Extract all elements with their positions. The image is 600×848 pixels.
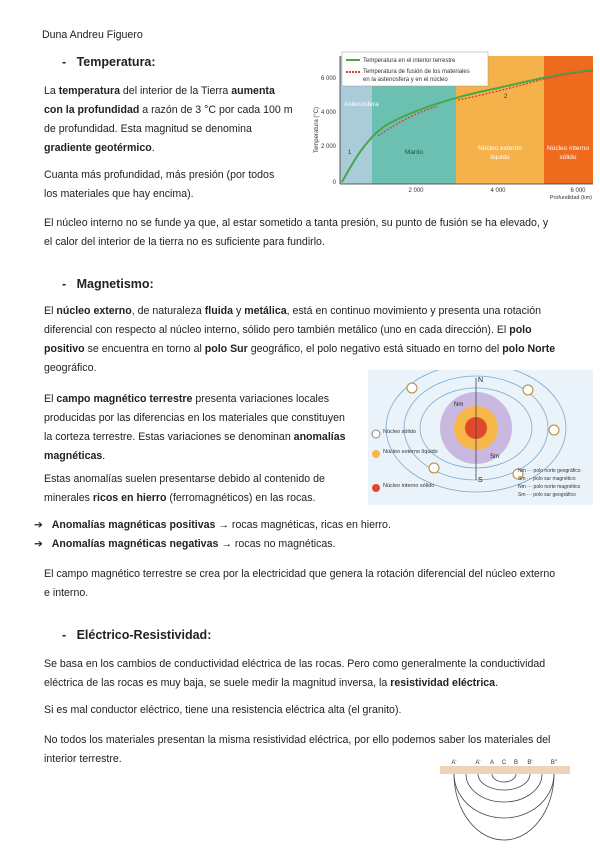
magnetismo-paragraph-3: Estas anomalías suelen presentarse debido al contenido de minerales ricos en hierro (ferromagnéticos) en las rocas. — [44, 473, 325, 504]
temperatura-paragraph-1: La temperatura del interior de la Tierra aumenta con la profundidad a razón de 3 °C por cada 100 m de profundidad. Esta magnitud se denomina gradiente geotérmico. — [44, 85, 293, 154]
compass-icon — [407, 383, 417, 393]
pole-label-n: N — [478, 377, 484, 384]
pole-label-nm: Nm — [454, 402, 464, 408]
legend-label-fusion-1: Temperatura de fusión de los materiales — [363, 69, 470, 75]
electrode-label: A' — [451, 760, 457, 766]
key-line: Sm ··· polo sur geográfico — [518, 492, 576, 498]
temperatura-paragraph-3: El núcleo interno no se funde ya que, al estar sometido a tanta presión, su punto de fusión se ha elevado, y el calor del interior de la tierra no es suficiente para fundirlo. — [44, 217, 549, 248]
zone-label-nucleo-externo: Núcleo externo — [478, 145, 522, 152]
magnetic-anomaly-bullet-positive: ➔ Anomalías magnéticas positivas → rocas magnéticas, ricas en hierro. — [34, 519, 391, 531]
zone-label-liquido: líquido — [490, 154, 510, 161]
electrode-label: A' — [475, 760, 481, 766]
legend-label-interior: Temperatura en el interior terrestre — [363, 58, 456, 64]
temperatura-paragraph-2: Cuanta más profundidad, más presión (por todos los materiales que hay encima). — [44, 169, 275, 200]
zone-label-solido: sólido — [559, 154, 577, 161]
legend-swatch-nucleo-solido — [372, 430, 380, 438]
current-line — [454, 774, 554, 840]
legend-label-nucleo-externo: Núcleo externo líquido — [383, 449, 438, 455]
current-line — [492, 774, 516, 782]
magnetismo-paragraph-4: El campo magnético terrestre se crea por la electricidad que genera la rotación diferencial del núcleo externo e interno. — [44, 568, 556, 599]
author-name: Duna Andreu Figuero — [42, 29, 143, 41]
zone-nucleo-interno — [544, 56, 593, 184]
legend-label-fusion-2: en la astenosfera y en el núcleo — [363, 77, 448, 83]
current-line — [454, 774, 554, 818]
compass-icon — [549, 425, 559, 435]
compass-icon — [523, 385, 533, 395]
x-tick-label: 4 000 — [490, 188, 506, 194]
section-heading-magnetismo: - Magnetismo: — [62, 277, 154, 291]
y-axis-label: Temperatura (°C) — [314, 106, 320, 154]
key-line: Sm ··· polo sur magnético — [518, 476, 576, 482]
legend-label-nucleo-interno: Núcleo interno sólido — [383, 483, 435, 489]
electrode-label: B — [513, 760, 519, 766]
electrico-paragraph-1: Se basa en los cambios de conductividad eléctrica de las rocas. Pero como generalmente la conductividad eléctrica de las rocas es muy baja, se suele medir la magnitud inversa, la resistividad eléctrica. — [44, 658, 546, 689]
electrico-paragraph-3: No todos los materiales presentan la misma resistividad eléctrica, por ello podemos saber los materiales del interior terrestre. — [44, 734, 551, 765]
magnetismo-paragraph-2: El campo magnético terrestre presenta variaciones locales producidas por las diferencias en los materiales que constituyen la corteza terrestre. Estas variaciones se denominan anomalías magnéticas. — [44, 393, 346, 462]
x-axis-label: Profundidad (km) — [549, 195, 592, 200]
zone-label-manto: Manto — [404, 149, 424, 156]
key-line: Nm ··· polo norte magnético — [518, 484, 581, 490]
x-tick-label: 2 000 — [408, 188, 424, 194]
magnetic-field-figure — [368, 370, 593, 505]
compass-icon — [429, 463, 439, 473]
current-line — [466, 774, 542, 802]
electrode-label: A — [489, 760, 495, 766]
x-tick-label: 6 000 — [570, 188, 586, 194]
pole-label-s: S — [478, 477, 483, 484]
magnetismo-paragraph-1: El núcleo externo, de naturaleza fluida y metálica, está en continuo movimiento y presenta una rotación diferencial con respecto al núcleo interno, sólido pero también metálico (uno en cada dirección). El polo positivo se encuentra en torno al polo Sur geográfico, el polo negativo está situado en torno del polo Norte geográfico. — [44, 305, 556, 374]
y-tick-label: 6 000 — [320, 76, 336, 82]
y-tick-label: 2 000 — [320, 144, 336, 150]
magnetic-anomaly-bullet-negative: ➔ Anomalías magnéticas negativas → rocas no magnéticas. — [34, 538, 336, 550]
key-line: Nm ··· polo norte geográfico — [518, 468, 581, 474]
section-heading-electrico: - Eléctrico-Resistividad: — [62, 628, 212, 642]
y-tick-label: 0 — [332, 180, 336, 186]
electrode-label: C — [501, 760, 507, 766]
temperature-depth-chart — [308, 50, 593, 200]
section-heading-temperatura: - Temperatura: — [62, 55, 156, 69]
legend-label-nucleo-solido: Núcleo sólido — [383, 429, 417, 435]
ground-surface — [440, 766, 570, 774]
zone-label-astenosfera: Astenosfera — [344, 101, 379, 108]
y-tick-label: 4 000 — [320, 110, 336, 116]
zone-label-nucleo-interno: Núcleo interno — [547, 145, 589, 152]
electrico-paragraph-2: Si es mal conductor eléctrico, tiene una resistencia eléctrica alta (el granito). — [44, 704, 402, 716]
pole-label-sm: Sm — [490, 454, 499, 460]
electrode-label: B'' — [550, 760, 558, 766]
curve-marker-1: 1 — [348, 150, 352, 156]
electrode-label: B' — [527, 760, 533, 766]
curve-marker-2: 2 — [504, 94, 508, 100]
legend-swatch-nucleo-interno — [372, 484, 380, 492]
resistivity-diagram — [440, 756, 570, 844]
legend-swatch-nucleo-externo — [372, 450, 380, 458]
